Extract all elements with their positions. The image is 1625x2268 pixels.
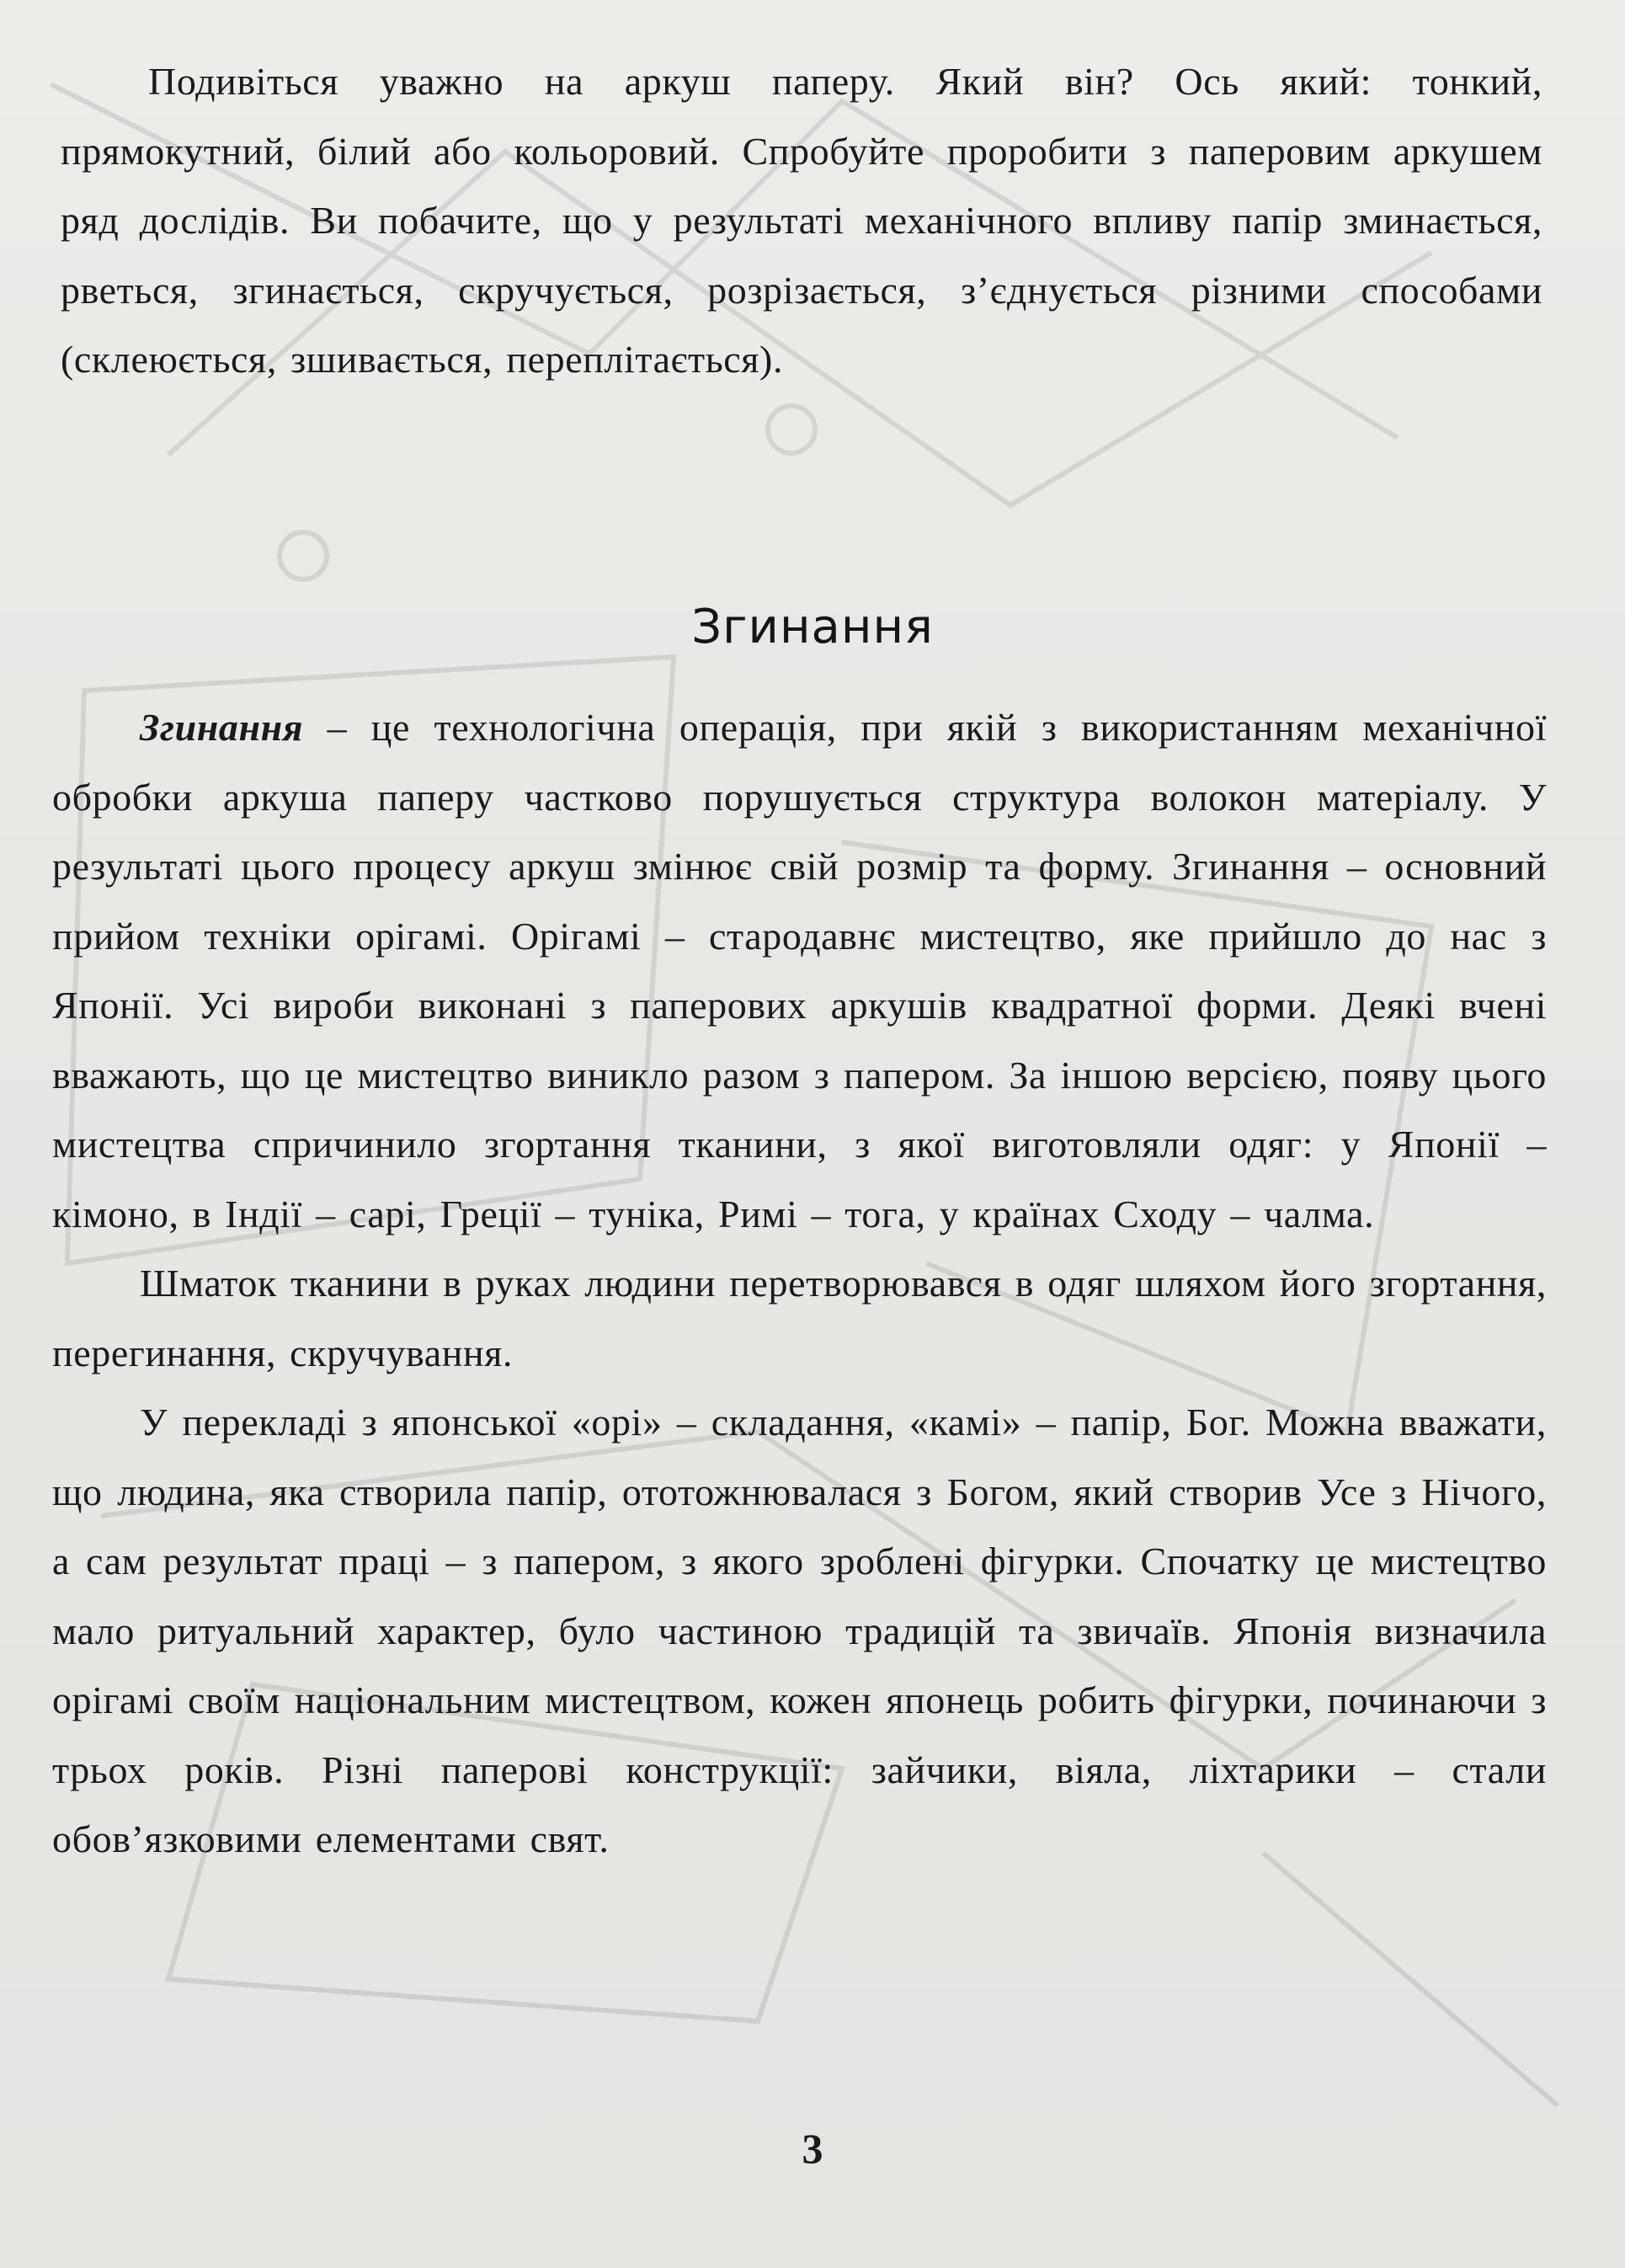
- section-heading: Згинання: [691, 600, 934, 654]
- section-body: [52, 693, 1547, 1875]
- definition-text: – це технологічна операція, при якій з використанням механічної обробки аркуша паперу частково порушується структура волокон матеріалу. У результаті цього процесу аркуш змінює свій розмір та форму. Згинання – основний прийом техніки орігамі. Орігамі – стародавнє мистецтво, яке прийшло до нас з Японії. Усі вироби виконані з паперових аркушів квадратної форми. Деякі вчені вважають, що це мистецтво виникло разом з папером. За іншою версією, появу цього мистецтва спричинило згортання тканини, з якої виготовляли одяг: у Японії – кімоно, в Індії – сарі, Греції – туніка, Римі – тога, у країнах Сходу – чалма.: [52, 706, 1547, 1235]
- page-number: 3: [802, 2125, 823, 2172]
- defined-term: Згинання: [140, 706, 304, 749]
- intro-paragraph-block: [61, 47, 1542, 395]
- fabric-paragraph: Шматок тканини в руках людини перетворювався в одяг шляхом його згортання, перегинання, скручування.: [52, 1262, 1547, 1374]
- intro-paragraph: Подивіться уважно на аркуш паперу. Який він? Ось який: тонкий, прямокутний, білий або кольоровий. Спробуйте проробити з паперовим аркушем ряд дослідів. Ви побачите, що у результаті механічного впливу папір зминається, рветься, згинається, скручується, розрізається, з’єднується різними способами (склеюється, зшивається, переплітається).: [61, 60, 1542, 381]
- translation-paragraph: У перекладі з японської «орі» – складання, «камі» – папір, Бог. Можна вважати, що людина, яка створила папір, ототожнювалася з Богом, який створив Усе з Нічого, а сам результат праці – з папером, з якого зроблені фігурки. Спочатку це мистецтво мало ритуальний характер, було частиною традицій та звичаїв. Японія визначила орігамі своїм національним мистецтвом, кожен японець робить фігурки, починаючи з трьох років. Різні паперові конструкції: зайчики, віяла, ліхтарики – стали обов’язковими елементами свят.: [52, 1401, 1547, 1860]
- definition-paragraph: [52, 693, 1547, 1249]
